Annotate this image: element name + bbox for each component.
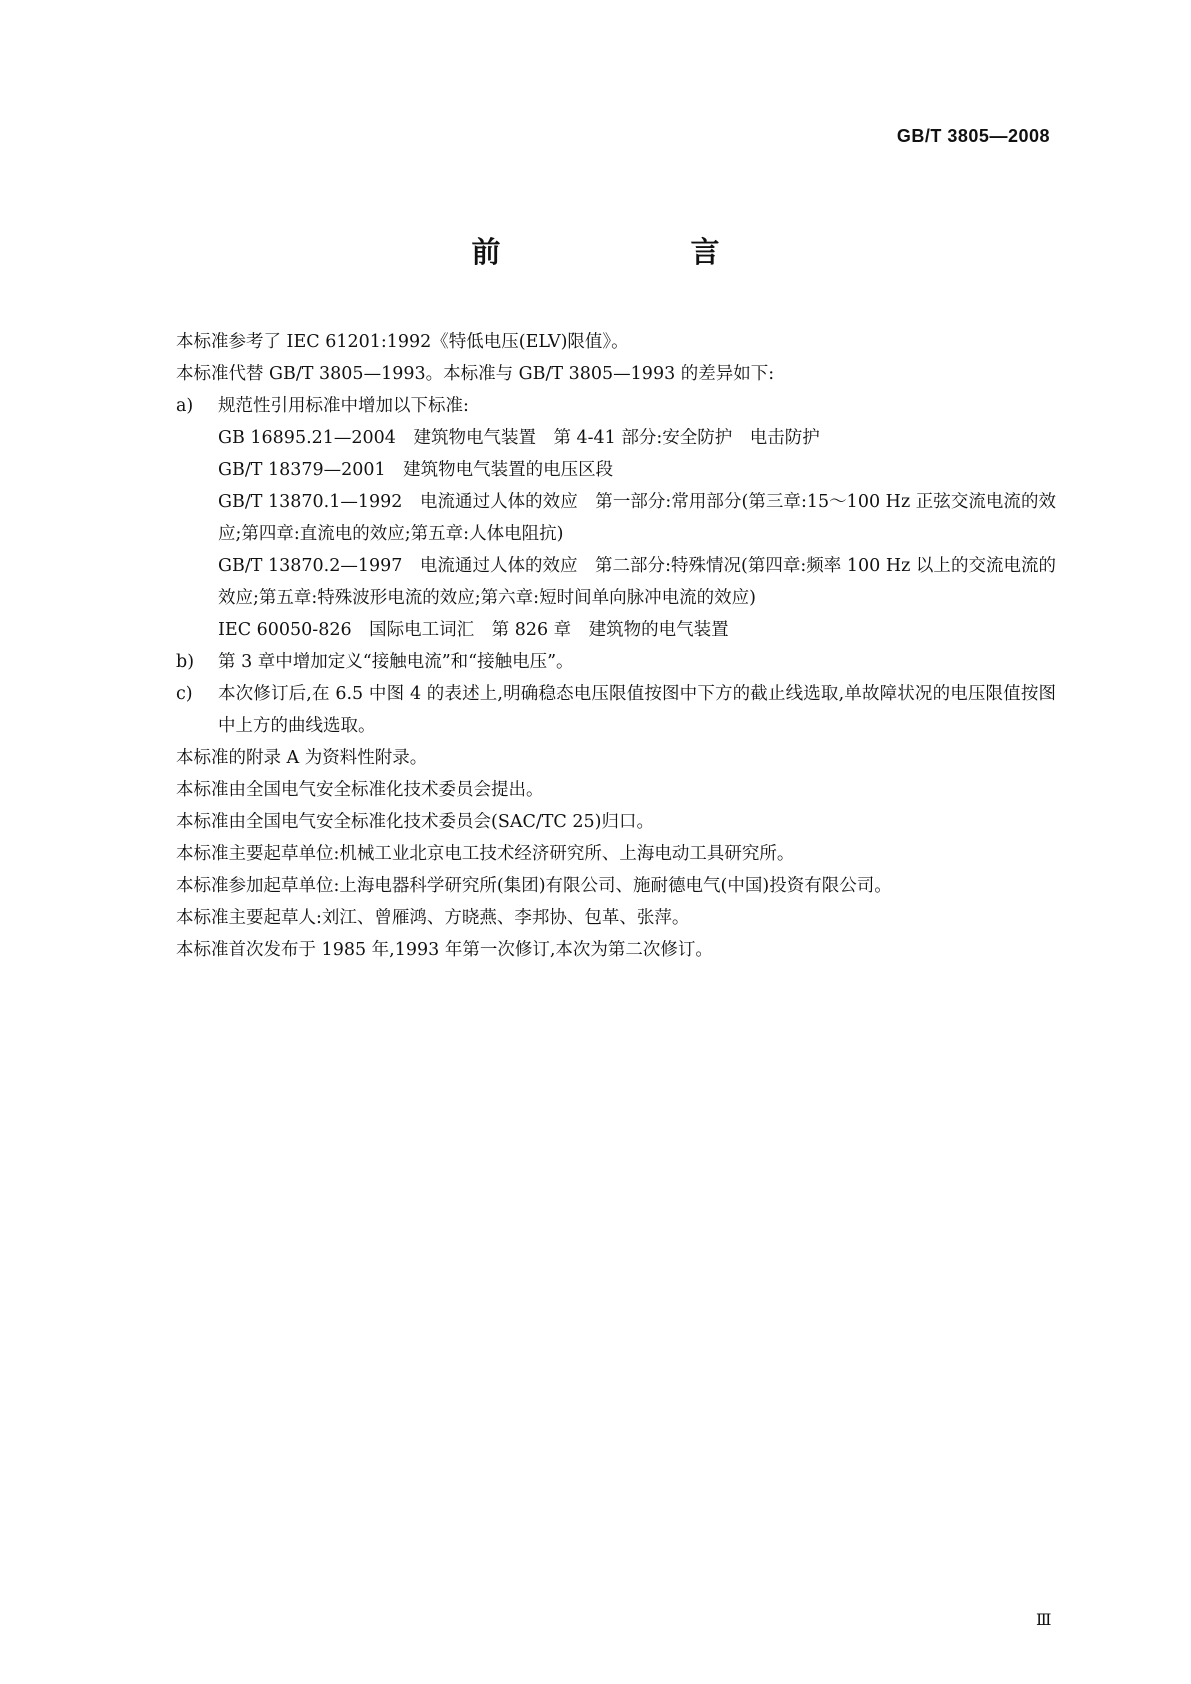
list-item-b	[176, 646, 1056, 678]
paragraph-main-drafters-org: 本标准主要起草单位:机械工业北京电工技术经济研究所、上海电动工具研究所。	[176, 844, 795, 864]
list-item-text: 规范性引用标准中增加以下标准:	[218, 396, 469, 416]
normative-reference: GB/T 13870.1—1992 电流通过人体的效应 第一部分:常用部分(第三章:15～100 Hz 正弦交流电流的效应;第四章:直流电的效应;第五章:人体电阻抗)	[218, 492, 1056, 544]
list-item-c	[176, 678, 1056, 742]
normative-reference: GB/T 13870.2—1997 电流通过人体的效应 第二部分:特殊情况(第四章:频率 100 Hz 以上的交流电流的效应;第五章:特殊波形电流的效应;第六章:短时间单向脉冲电流的效应)	[218, 556, 1056, 608]
list-marker: b)	[176, 652, 195, 672]
page-title: 前 言	[471, 235, 764, 269]
paragraph-reference: 本标准参考了 IEC 61201:1992《特低电压(ELV)限值》。	[176, 332, 629, 352]
normative-reference: GB 16895.21—2004 建筑物电气装置 第 4-41 部分:安全防护 电击防护	[218, 428, 820, 448]
list-item-a	[176, 390, 1056, 422]
paragraph-main-drafters: 本标准主要起草人:刘江、曾雁鸿、方晓燕、李邦协、包革、张萍。	[176, 908, 690, 928]
preface-body	[176, 326, 1056, 966]
list-marker: c)	[176, 684, 193, 704]
list-item-text: 第 3 章中增加定义“接触电流”和“接触电压”。	[218, 652, 574, 672]
paragraph-replacement: 本标准代替 GB/T 3805—1993。本标准与 GB/T 3805—1993 的差异如下:	[176, 364, 775, 384]
paragraph-proposer: 本标准由全国电气安全标准化技术委员会提出。	[176, 780, 544, 800]
paragraph-history: 本标准首次发布于 1985 年,1993 年第一次修订,本次为第二次修订。	[176, 940, 713, 960]
list-item-text: 本次修订后,在 6.5 中图 4 的表述上,明确稳态电压限值按图中下方的截止线选取,单故障状况的电压限值按图中上方的曲线选取。	[218, 684, 1056, 736]
page-number: Ⅲ	[1036, 1610, 1052, 1629]
standard-code: GB/T 3805—2008	[896, 126, 1050, 146]
paragraph-annex: 本标准的附录 A 为资料性附录。	[176, 748, 428, 768]
normative-reference: IEC 60050-826 国际电工词汇 第 826 章 建筑物的电气装置	[218, 620, 729, 640]
list-marker: a)	[176, 396, 194, 416]
paragraph-participating-drafters-org: 本标准参加起草单位:上海电器科学研究所(集团)有限公司、施耐德电气(中国)投资有限公司。	[176, 876, 892, 896]
paragraph-centralized: 本标准由全国电气安全标准化技术委员会(SAC/TC 25)归口。	[176, 812, 654, 832]
normative-reference: GB/T 18379—2001 建筑物电气装置的电压区段	[218, 460, 614, 480]
